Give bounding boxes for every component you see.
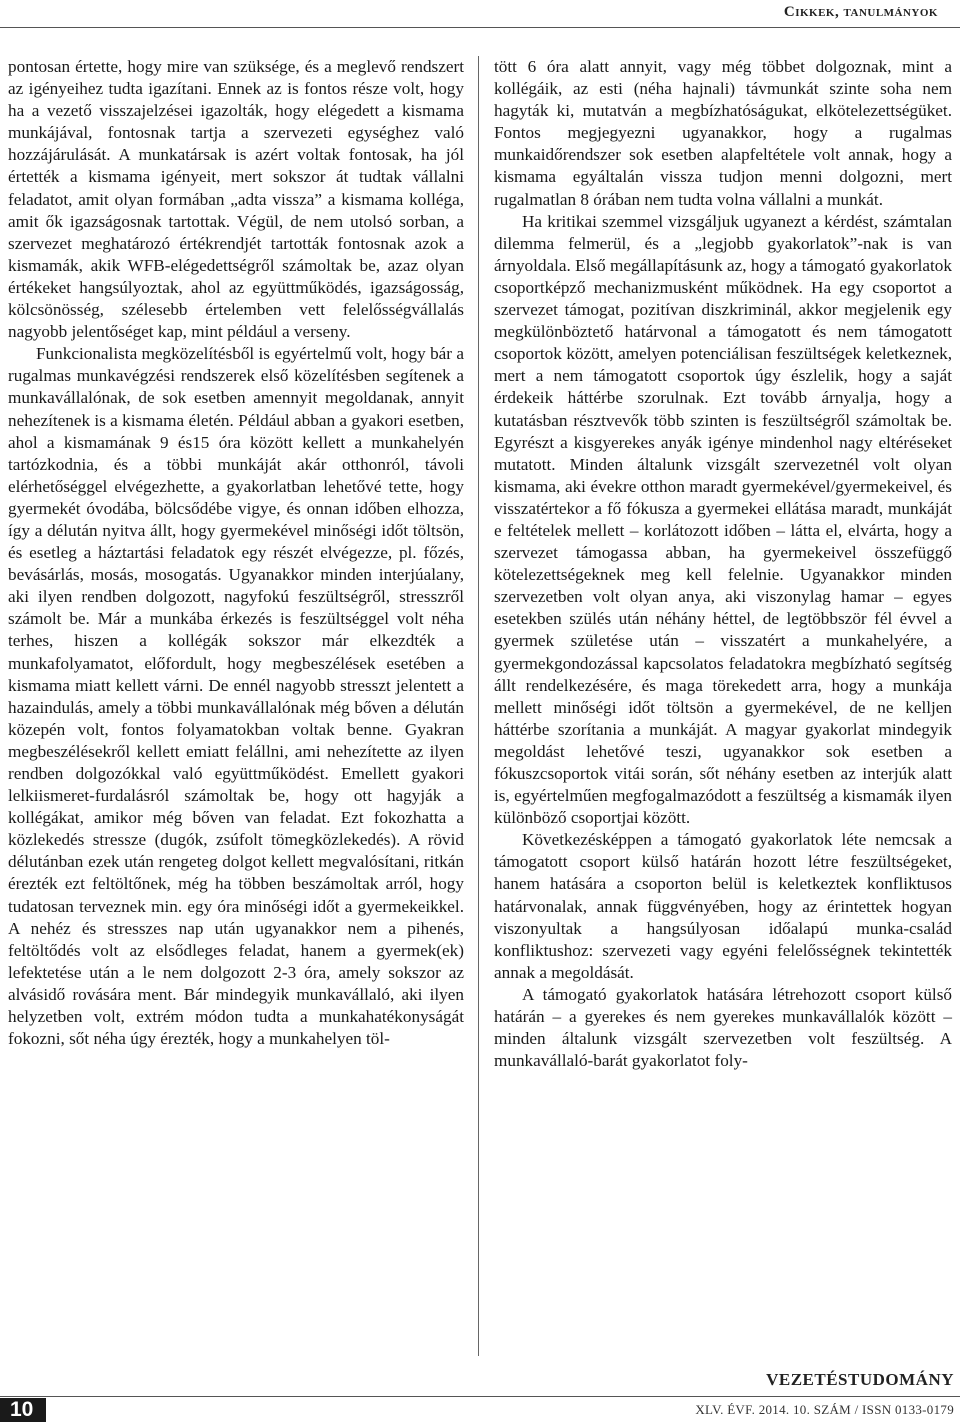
footer-rule xyxy=(0,1396,960,1397)
right-column xyxy=(494,56,952,1072)
paragraph: Következésképpen a támogató gyakorlatok léte nemcsak a támogatott csoport külső határán hozott létre feszültségeket, hanem hatására a csoporton belül is keletkeztek konfliktusos határvonalak, annak függvényében, hogy az érintettek hogyan viszonyultak a hangsúlyosan időalapú munka-család konfliktushoz: szervezeti vagy egyéni felelősségnek tekintették annak a megoldását. xyxy=(494,830,952,982)
page-number-box xyxy=(0,1398,46,1422)
paragraph: Ha kritikai szemmel vizsgáljuk ugyanezt a kérdést, számtalan dilemma felmerül, és a „legjobb gyakorlatok”-nak is van árnyoldala. Első megállapításunk az, hogy a támogató gyakorlatok csoportképző mechanizmusként működnek. Ha egy csoportot a szervezet támogat, pozitívan diszkriminál, akkor megjelenik egy megkülönböztető határvonal a támogatott és nem támogatott csoportok között, amelyen potenciálisan feszültségek keletkeznek, mert a nem támogatott csoportok úgy észlelik, hogy a saját érdekeik háttérbe szorulnak. Ezt tovább árnyalja, hogy a kutatásban résztvevők több szinten is feszültségről számoltak be. Egyrészt a kisgyerekes anyák igénye mindenhol nagy eltéréseket mutatott. Minden általunk vizsgált szervezetnél volt olyan kismama, aki évekre otthon maradt gyermekével/gyermekeivel, és visszatértekor a fő fókusza a gyermekei ellátása maradt, munkáját e feltételek mellett – korlátozott időben – látta el, elvárta, hogy a szervezet támogassa abban, ha gyermekeivel összefüggő kötelezettségeknek meg kell felelnie. Ugyanakkor minden szervezetben volt olyan anya, aki viszonylag hamar – egyes esetekben szülés után néhány héttel, de legtöbbször fél évvel a gyermek születése után – visszatért a munkahelyére, a gyermekgondozással kapcsolatos feladatokra megbízható segítség állt rendelkezésére, és maga törekedett arra, hogy a munkája mellett minőségi időt töltsön a gyermekével, de ne kelljen háttérbe szorítania a munkáját. A magyar gyakorlat mindegyik megoldást lehetővé teszi, ugyanakkor sok esetben a fókuszcsoportok vitái során, sőt néhány esetben az interjúk alatt is, egyértelműen megfogalmazódott a feszültség a kismamák ilyen különböző csoportjai között. xyxy=(494,211,952,828)
journal-title: VEZETÉSTUDOMÁNY xyxy=(766,1370,954,1389)
issue-info: XLV. ÉVF. 2014. 10. SZÁM / ISSN 0133-0179 xyxy=(695,1402,954,1417)
paragraph: pontosan értette, hogy mire van szüksége, és a meglevő rendszert az igényeihez tudta igazítani. Ennek az is fontos része volt, hogy ha a vezető visszajelzései igazolták, hogy elégedett a kismama munkájával, fontosnak tartja a szervezeti egységhez való hozzájárulását. A munkatársak is azért voltak fontosak, ha jól értették a kismama igényeit, mert sokszor át tudtak vállalni feladatot, amit olyan formában „adta vissza” a kismama kolléga, amit ők igazságosnak tartottak. Végül, de nem utolsó sorban, a szervezet meghatározó értékrendjét tartották fontosnak azok a kismamák, akik WFB-elégedettségről számoltak be, azaz olyan értékeket hangsúlyoztak, ahol az együttműködés, igazságosság, kölcsönösség, szélesebb értelemben vett felelősségvállalás nagyobb jelentőséget kap, mint például a verseny. xyxy=(8,57,464,342)
page-number: 10 xyxy=(10,1398,34,1421)
column-divider xyxy=(478,56,479,1356)
paragraph: A támogató gyakorlatok hatására létrehozott csoport külső határán – a gyerekes és nem gyerekes munkavállalók között – minden általunk vizsgált szervezetben volt feszültség. A munkavállaló-barát gyakorlatot foly- xyxy=(494,984,952,1071)
section-title: Cikkek, tanulmányok xyxy=(783,4,938,20)
header-rule xyxy=(0,27,960,28)
left-column xyxy=(8,56,464,1050)
paragraph: Funkcionalista megközelítésből is egyértelmű volt, hogy bár a rugalmas munkavégzési rendszerek első közelítésben segítenek a munkavállalónak, de sok esetben amennyit megoldanak, annyit nehezítenek is a kismama életén. Például abban a gyakori esetben, ahol a kismamának 9 és15 óra között kellett a munkahelyén tartózkodnia, és a többi munkáját akár otthonról, távoli elérhetőséggel elvégezhette, a gyakorlatban lehetővé tette, hogy gyermekét óvodába, bölcsődébe vigye, és onnan időben elhozza, így a délután nyitva állt, hogy gyermekével minőségi időt töltsön, és esetleg a háztartási feladatok egy részét elvégezze, pl. főzés, bevásárlás, mosás, mosogatás. Ugyanakkor minden interjúalany, aki ilyen rendben dolgozott, nagyfokú feszültségről, stresszről számolt be. Már a munkába érkezés is feszültséggel volt néha terhes, hiszen a kollégák sokszor már elkezdték a munkafolyamatot, előfordult, hogy megbeszélések esetében a kismama miatt kellett várni. De ennél nagyobb stresszt jelentett a hazaindulás, amely a többi munkavállalónak még bőven a délután közepén volt, fontos folyamatokban voltak benne. Gyakran megbeszélésekről kellett emiatt felállni, ami nehezítette az ilyen rendben dolgozókkal való együttműködést. Emellett gyakori lelkiismeret-furdalásról számoltak be, hogy ott hagyják a kollégákat, amikor még bőven van feladat. Ezt fokozhatta a közlekedés stressze (dugók, zsúfolt tömegközlekedés). A rövid délutánban ezek után rengeteg dolgot kellett megvalósítani, ritkán érezték ezt feltöltőnek, még ha többen beszámoltak arról, hogy tudatosan terveznek min. egy óra minőségi időt a gyermekeikkel. A nehéz és stresszes nap után ugyanakkor nem a pihenés, feltöltődés volt az elsődleges feladat, hanem a gyermek(ek) lefektetése után a le nem dolgozott 2-3 óra, amely sokszor az alvásidő rovására ment. Bár mindegyik munkavállaló, aki ilyen helyzetben volt, extrém módon tudta a munkahatékonyságát fokozni, sőt néha úgy érezték, hogy a munkahelyen töl- xyxy=(8,344,464,1049)
paragraph: tött 6 óra alatt annyit, vagy még többet dolgoznak, mint a kollégáik, az esti (néha hajnali) távmunkát szinte soha nem hagyták ki, mutatván a megbízhatóságukat, elkötelezettségüket. Fontos megjegyezni ugyanakkor, hogy a rugalmas munkaidőrendszer sok esetben alapfeltétele volt annak, hogy a kismama egyáltalán vissza tudjon menni dolgozni, mert rugalmatlan 8 órában nem tudta volna vállalni a munkát. xyxy=(494,57,952,209)
page-header xyxy=(0,0,960,30)
